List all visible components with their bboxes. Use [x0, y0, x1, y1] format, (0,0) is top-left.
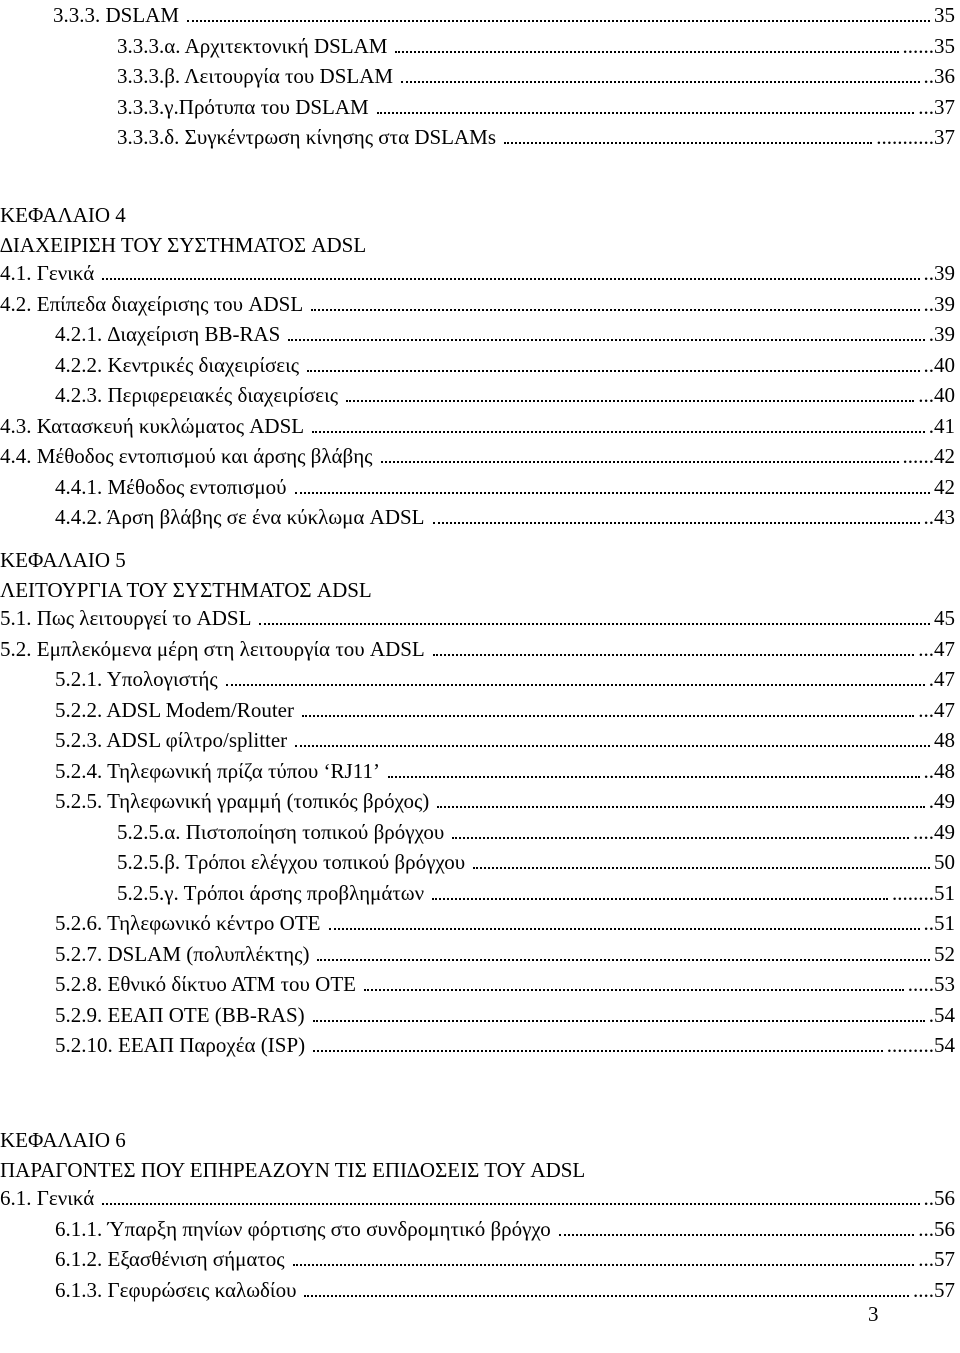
toc-leader-dots	[346, 400, 914, 402]
toc-entry	[0, 1214, 960, 1244]
toc-entry	[0, 350, 960, 380]
toc-leader-dots	[381, 461, 899, 463]
toc-entry-page: ....49	[913, 819, 955, 844]
toc-entry-title: 3.3.3.δ. Συγκέντρωση κίνησης στα DSLAMs	[117, 125, 497, 149]
toc-entry-page: 42	[934, 474, 955, 499]
toc-entry-page: .41	[928, 413, 955, 438]
toc-entry-title: 6.1. Γενικά	[0, 1186, 95, 1210]
toc-leader-dots	[559, 1234, 914, 1236]
toc-entry	[0, 756, 960, 786]
toc-entry	[0, 725, 960, 755]
toc-entry	[0, 61, 960, 91]
chapter-4-title: ΚΕΦΑΛΑΙΟ 4	[0, 203, 126, 227]
toc-leader-dots	[102, 1203, 919, 1205]
toc-entry-page: ..39	[923, 291, 955, 316]
toc-entry-title: 5.2.9. ΕΕΑΠ ΟΤΕ (BB-RAS)	[55, 1002, 305, 1027]
toc-entry-title: 4.4.1. Μέθοδος εντοπισμού	[55, 474, 287, 499]
toc-entry	[0, 92, 960, 122]
toc-leader-dots	[313, 1050, 883, 1052]
toc-entry-title: 5.2.5.α. Πιστοποίηση τοπικού βρόγχου	[117, 819, 445, 844]
toc-entry	[0, 441, 960, 471]
toc-entry-title: 5.2.5.γ. Τρόποι άρσης προβλημάτων	[117, 880, 425, 905]
toc-entry-title: 4.1. Γενικά	[0, 261, 95, 285]
toc-leader-dots	[302, 715, 914, 717]
toc-leader-dots	[293, 1264, 915, 1266]
chapter-4-subtitle: ∆ΙΑΧΕΙΡΙΣΗ ΤΟΥ ΣΥΣΤΗΜΑΤΟΣ ADSL	[0, 233, 367, 257]
chapter-5-subtitle: ΛΕΙΤΟΥΡΓΙΑ ΤΟΥ ΣΥΣΤΗΜΑΤΟΣ ADSL	[0, 578, 372, 602]
toc-entry-page: ...........37	[876, 125, 955, 149]
toc-entry-page: .47	[928, 667, 955, 691]
chapter-6-subtitle: ΠΑΡΑΓΟΝΤΕΣ ΠΟΥ ΕΠΗΡΕΑΖΟΥΝ ΤΙΣ ΕΠΙ∆ΟΣΕΙΣ ΤΟΥ ADSL	[0, 1158, 586, 1182]
toc-entry-title: 5.2.3. ADSL φίλτρο/splitter	[55, 728, 288, 752]
toc-entry-title: 3.3.3.γ.Πρότυπα του DSLAM	[117, 94, 369, 119]
toc-entry-title: 5.2.5.β. Τρόποι ελέγχου τοπικού βρόγχου	[117, 850, 466, 874]
toc-entry-page: 35	[934, 3, 955, 27]
toc-entry	[0, 289, 960, 319]
toc-entry	[0, 0, 960, 30]
toc-entry-page: .....53	[907, 972, 955, 996]
toc-entry-title: 3.3.3.β. Λειτουργία του DSLAM	[117, 64, 394, 88]
toc-entry-title: 6.1.2. Εξασθένιση σήματος	[55, 1247, 285, 1271]
toc-entry-page: 45	[934, 606, 955, 630]
toc-leader-dots	[364, 989, 904, 991]
toc-entry-title: 5.2.1. Υπολογιστής	[55, 667, 218, 691]
toc-entry-page: ..51	[923, 911, 955, 935]
toc-leader-dots	[433, 522, 920, 524]
toc-entry	[0, 319, 960, 349]
toc-entry-title: 5.1. Πως λειτουργεί το ADSL	[0, 606, 252, 630]
toc-entry-page: ..56	[923, 1186, 955, 1210]
toc-entry	[0, 603, 960, 633]
toc-entry	[0, 258, 960, 288]
toc-entry	[0, 664, 960, 694]
toc-entry-page: ..36	[923, 64, 955, 88]
toc-entry-page: ........51	[892, 880, 955, 905]
toc-leader-dots	[433, 654, 915, 656]
toc-entry	[0, 939, 960, 969]
toc-entry-title: 4.2.2. Κεντρικές διαχειρίσεις	[55, 352, 300, 377]
toc-leader-dots	[377, 112, 915, 114]
toc-leader-dots	[473, 867, 930, 869]
toc-entry	[0, 695, 960, 725]
toc-entry-title: 4.2.3. Περιφερειακές διαχειρίσεις	[55, 383, 339, 407]
toc-entry-title: 4.4.2. Άρση βλάβης σε ένα κύκλωμα ADSL	[55, 505, 425, 529]
toc-entry-title: 5.2.6. Τηλεφωνικό κέντρο ΟΤΕ	[55, 911, 321, 935]
toc-entry-page: ....57	[913, 1277, 955, 1302]
toc-entry	[0, 502, 960, 532]
toc-entry-page: ..40	[923, 352, 955, 377]
toc-leader-dots	[304, 1295, 909, 1297]
toc-entry	[0, 817, 960, 847]
toc-entry	[0, 411, 960, 441]
toc-leader-dots	[102, 278, 919, 280]
toc-entry	[0, 786, 960, 816]
toc-entry-page: 50	[934, 850, 955, 874]
toc-entry-title: 5.2.5. Τηλεφωνική γραμμή (τοπικός βρόχος)	[55, 789, 430, 813]
toc-entry	[0, 31, 960, 61]
toc-leader-dots	[187, 20, 930, 22]
toc-entry-title: 4.2.1. ∆ιαχείριση BB-RAS	[55, 322, 281, 346]
toc-entry	[0, 847, 960, 877]
toc-entry-title: 3.3.3.α. Αρχιτεκτονική DSLAM	[117, 33, 388, 58]
toc-leader-dots	[388, 776, 920, 778]
toc-entry-page: .........54	[886, 1033, 955, 1057]
toc-entry-page: ...57	[918, 1247, 955, 1271]
toc-entry-title: 4.3. Κατασκευή κυκλώματος ADSL	[0, 413, 305, 438]
toc-entry	[0, 908, 960, 938]
toc-leader-dots	[311, 309, 919, 311]
toc-leader-dots	[504, 142, 872, 144]
toc-entry-page: ...47	[918, 697, 955, 722]
toc-entry-page: ..39	[923, 261, 955, 285]
toc-leader-dots	[226, 684, 925, 686]
toc-entry-page: ...47	[918, 636, 955, 661]
page-number: 3	[868, 1302, 879, 1326]
toc-leader-dots	[288, 339, 924, 341]
toc-entry	[0, 472, 960, 502]
toc-entry-page: ...40	[918, 383, 955, 407]
toc-entry-title: 5.2.2. ADSL Modem/Router	[55, 697, 294, 722]
toc-entry-page: ......42	[902, 444, 955, 468]
toc-entry	[0, 1000, 960, 1030]
toc-entry-page: ..48	[923, 758, 955, 783]
toc-entry-title: 5.2.4. Τηλεφωνική πρίζα τύπου ‘RJ11’	[55, 758, 380, 783]
toc-leader-dots	[307, 370, 919, 372]
toc-leader-dots	[259, 623, 930, 625]
toc-leader-dots	[395, 51, 898, 53]
toc-entry	[0, 122, 960, 152]
toc-entry	[0, 380, 960, 410]
toc-entry-page: .39	[928, 322, 955, 346]
toc-leader-dots	[312, 431, 925, 433]
toc-entry	[0, 1183, 960, 1213]
toc-leader-dots	[313, 1020, 925, 1022]
toc-entry-title: 6.1.1. Ύπαρξη πηνίων φόρτισης στο συνδρομητικό βρόγχο	[55, 1216, 551, 1241]
toc-leader-dots	[452, 837, 909, 839]
toc-entry-page: ...56	[918, 1216, 955, 1241]
toc-leader-dots	[317, 959, 930, 961]
toc-entry	[0, 634, 960, 664]
toc-entry	[0, 1030, 960, 1060]
toc-entry-page: 48	[934, 728, 955, 752]
chapter-5-title: ΚΕΦΑΛΑΙΟ 5	[0, 548, 126, 572]
toc-entry-page: 52	[934, 941, 955, 966]
toc-entry	[0, 1275, 960, 1305]
toc-leader-dots	[295, 745, 930, 747]
toc-entry-page: ..43	[923, 505, 955, 529]
toc-leader-dots	[437, 806, 924, 808]
toc-entry-title: 3.3.3. DSLAM	[53, 3, 180, 27]
toc-entry	[0, 969, 960, 999]
toc-entry-title: 5.2.8. Εθνικό δίκτυο ΑΤΜ του ΟΤΕ	[55, 972, 356, 996]
toc-entry	[0, 878, 960, 908]
toc-leader-dots	[401, 81, 919, 83]
toc-entry-title: 5.2. Εμπλεκόμενα μέρη στη λειτουργία του ADSL	[0, 636, 425, 661]
toc-leader-dots	[295, 492, 931, 494]
toc-leader-dots	[329, 928, 920, 930]
toc-entry-page: ...37	[918, 94, 955, 119]
toc-entry-page: .49	[928, 789, 955, 813]
toc-entry-page: .54	[928, 1002, 955, 1027]
toc-leader-dots	[432, 898, 888, 900]
toc-entry-title: 4.2. Επίπεδα διαχείρισης του ADSL	[0, 291, 304, 316]
toc-entry-title: 4.4. Μέθοδος εντοπισμού και άρσης βλάβης	[0, 444, 373, 468]
chapter-6-title: ΚΕΦΑΛΑΙΟ 6	[0, 1128, 126, 1152]
toc-entry-title: 5.2.7. DSLAM (πολυπλέκτης)	[55, 941, 310, 966]
toc-entry-title: 5.2.10. ΕΕΑΠ Παροχέα (ISP)	[55, 1033, 306, 1057]
toc-entry	[0, 1244, 960, 1274]
toc-entry-page: ......35	[902, 33, 955, 58]
toc-entry-title: 6.1.3. Γεφυρώσεις καλωδίου	[55, 1277, 297, 1302]
